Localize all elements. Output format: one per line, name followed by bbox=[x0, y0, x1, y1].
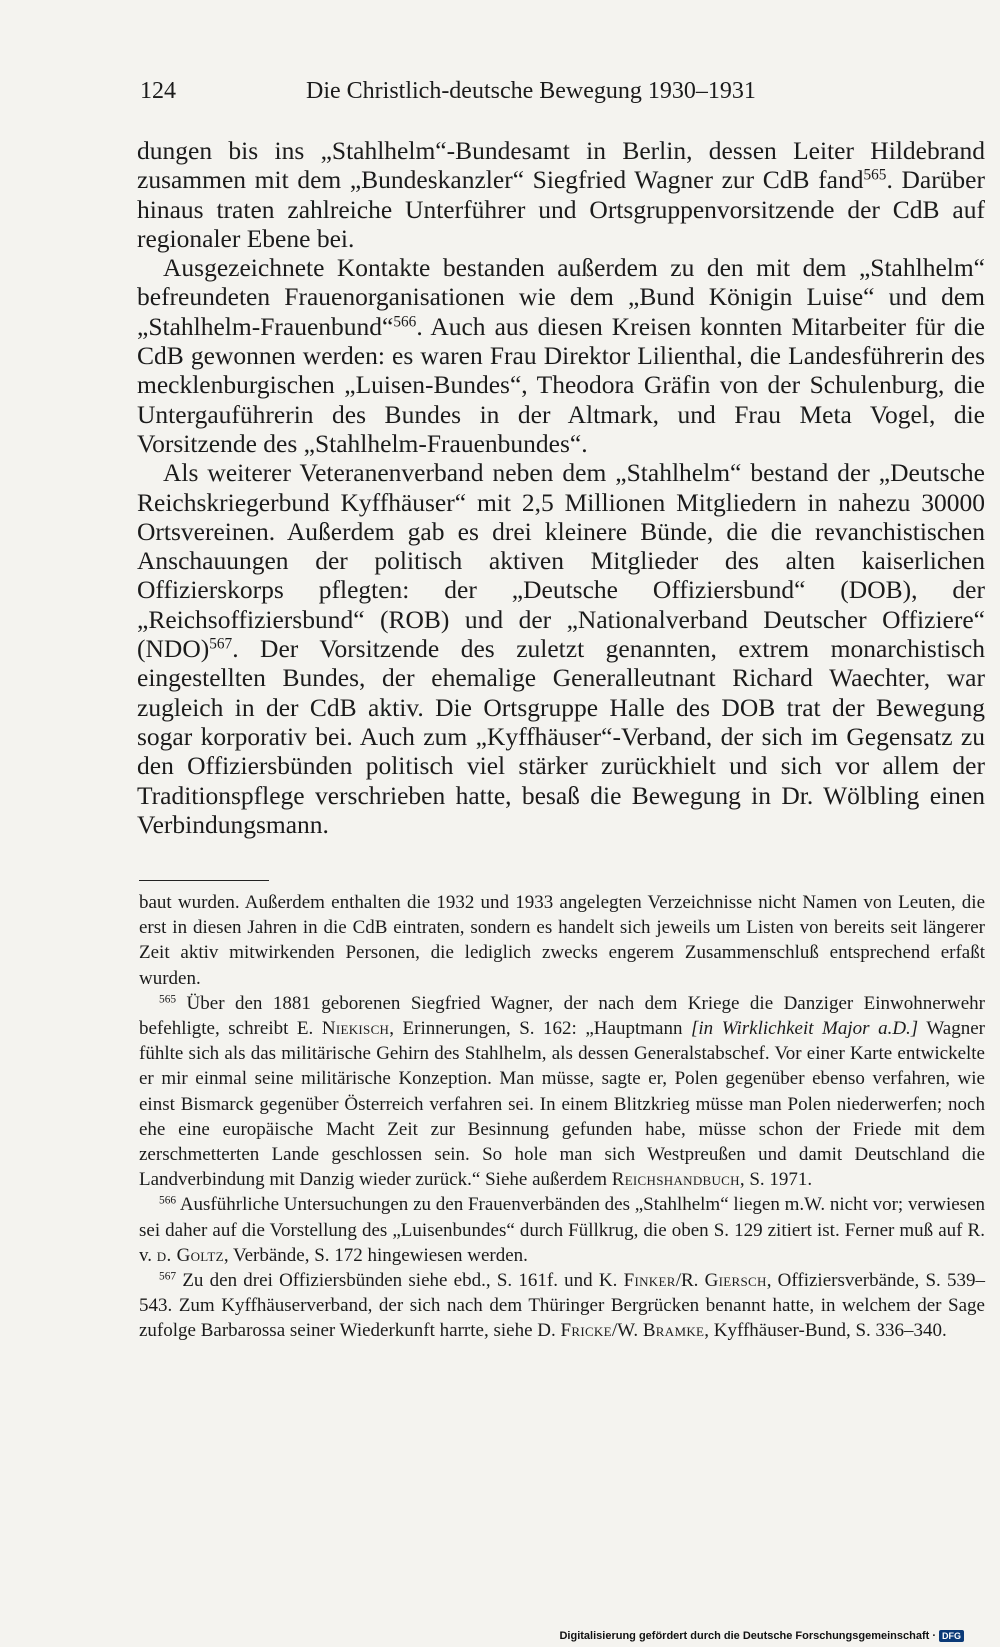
paragraph-text: . Der Vorsitzende des zuletzt genannten, extrem monarchistisch eingestellten Bundes, der ehemalige Generalleutnant Richard Waechter, war zugleich in der CdB aktiv. Die Ortsgruppe Halle des DOB trat der Bewegung sogar korporativ bei. Auch zum „Kyffhäuser“-Verband, der sich im Gegensatz zu den Offiziersbünden politisch viel stärker zurückhielt und sich vor allem der Traditionspflege verschrieben hatte, besaß die Bewegung in Dr. Wölbling einen Verbindungsmann. bbox=[137, 634, 985, 839]
footnote-number: 565 bbox=[159, 993, 177, 1006]
reference-name: Reichshandbuch bbox=[611, 1169, 740, 1191]
footnote-continuation: baut wurden. Außerdem enthalten die 1932 und 1933 angelegten Verzeichnisse nicht Namen von Leuten, die erst in diesen Jahren in die CdB eintraten, sondern es handelt sich jeweils um Listen von bereits seit längerer Zeit aktiv mitwirkenden Personen, die lediglich zwecks engerem Zusammenschluß entsprechend erfaßt wurden. bbox=[139, 892, 985, 989]
footnote-divider bbox=[139, 880, 269, 881]
footnote-text: Zu den drei Offiziersbünden siehe ebd., S. 161f. und K. bbox=[176, 1270, 624, 1292]
footnote-text: , S. 1971. bbox=[739, 1169, 813, 1191]
dfg-logo: DFG bbox=[939, 1630, 964, 1642]
author-name: d. Goltz bbox=[156, 1244, 224, 1266]
footnote-567 bbox=[139, 1268, 985, 1344]
paragraph-text: Als weiterer Veteranenverband neben dem „Stahlhelm“ bestand der „Deutsche Reichskriegerbund Kyffhäuser“ mit 2,5 Millionen Mitgliedern in nahezu 30000 Ortsvereinen. Außerdem gab es drei kleinere Bünde, die die revanchistischen Anschauungen der politisch aktiven Mitglieder des alten kaiserlichen Offizierskorps pflegten: der „Deutsche Offiziersbund“ (DOB), der „Reichsoffiziersbund“ (ROB) und der „Nationalverband Deutscher Offiziere“ (NDO) bbox=[137, 458, 985, 664]
footnote-text: , Erinnerungen, S. 162: „Hauptmann bbox=[389, 1018, 691, 1040]
paragraph-text: . Darüber hinaus traten zahlreiche Unterführer und Ortsgruppenvorsitzende der CdB auf regionaler Ebene bei. bbox=[137, 165, 985, 253]
paragraph-2 bbox=[137, 253, 985, 458]
footnote-text: , Verbände, S. 172 hingewiesen werden. bbox=[223, 1244, 528, 1266]
footnote-566 bbox=[139, 1192, 985, 1268]
footnote-text: Ausführliche Untersuchungen zu den Frauenverbänden des „Stahlhelm“ liegen m.W. nicht vor; verwiesen sei daher auf die Vorstellung des „Luisenbundes“ durch Füllkrug, die oben S. 129 zitiert ist. Ferner muß auf R. v. bbox=[139, 1194, 985, 1266]
footnote-ref-567[interactable]: 567 bbox=[209, 635, 233, 653]
main-text bbox=[137, 136, 985, 839]
paragraph-text: . Auch aus diesen Kreisen konnten Mitarbeiter für die CdB gewonnen werden: es waren Frau Direktor Lilienthal, die Landesführerin des mecklenburgischen „Luisen-Bundes“, Theodora Gräfin von der Schulenburg, die Untergauführerin des Bundes in der Altmark, und Frau Meta Vogel, die Vorsitzende des „Stahlhelm-Frauenbundes“. bbox=[137, 311, 985, 458]
footnote-text: , Offiziersverbände, S. 539–543. Zum Kyffhäuserverband, der sich nach dem Thüringer Bergrücken benannt hatte, in welchem der Sage zufolge Barbarossa seiner Wiederkunft harrte, siehe D. bbox=[139, 1270, 986, 1342]
footnote-ref-566[interactable]: 566 bbox=[393, 313, 417, 331]
running-title: Die Christlich-deutsche Bewegung 1930–1931 bbox=[306, 78, 756, 104]
footnotes bbox=[139, 890, 985, 1344]
footnote-text: , Kyffhäuser-Bund, S. 336–340. bbox=[704, 1320, 947, 1342]
footnote-565 bbox=[139, 991, 985, 1193]
author-name: Fricke bbox=[560, 1320, 612, 1342]
footnote-text: /R. bbox=[675, 1270, 705, 1292]
footnote-text: Über den 1881 geborenen Siegfried Wagner, der nach dem Kriege die Danziger Einwohnerwehr befehligte, schreibt E. bbox=[139, 992, 985, 1040]
footnote-text: Wagner fühlte sich als das militärische Gehirn des Stahlhelm, als dessen Generalstabschef. Vor einer Karte entwickelte er mir einmal seine militärische Konzeption. Man müsse, sagte er, Polen gegenüber ebenso verfahren, wie einst Bismarck gegenüber Österreich verfahren sei. In einem Blitzkrieg müsse man Polen niederwerfen; noch ehe eine europäische Macht Zeit zur Besinnung gefunden habe, müsse schon der Friede mit dem zerschmetterten Lande geschlossen sein. So hole man sich Westpreußen und damit Deutschland die Landverbindung mit Danzig wieder zurück.“ Siehe außerdem bbox=[139, 1018, 985, 1191]
page-number: 124 bbox=[140, 78, 176, 104]
footnote-italic: [in Wirklichkeit Major a.D.] bbox=[691, 1018, 919, 1040]
author-name: Bramke bbox=[642, 1320, 705, 1342]
paragraph-3 bbox=[137, 458, 985, 839]
author-name: Niekisch bbox=[321, 1018, 390, 1040]
footnote-number: 566 bbox=[159, 1195, 177, 1208]
page-header bbox=[140, 76, 790, 106]
credit-text: Digitalisierung gefördert durch die Deutsche Forschungsgemeinschaft · bbox=[559, 1630, 936, 1642]
author-name: Finker bbox=[623, 1270, 676, 1292]
digitization-credit bbox=[559, 1630, 964, 1642]
paragraph-text: Ausgezeichnete Kontakte bestanden außerdem zu den mit dem „Stahlhelm“ befreundeten Frauenorganisationen wie dem „Bund Königin Luise“ und dem „Stahlhelm-Frauenbund“ bbox=[137, 253, 985, 341]
paragraph-text: dungen bis ins „Stahlhelm“-Bundesamt in Berlin, dessen Leiter Hildebrand zusammen mit dem „Bundeskanzler“ Siegfried Wagner zur CdB fand bbox=[137, 136, 985, 195]
paragraph-1 bbox=[137, 136, 985, 253]
footnote-text: /W. bbox=[611, 1320, 643, 1342]
footnote-ref-565[interactable]: 565 bbox=[863, 166, 887, 184]
footnote-number: 567 bbox=[159, 1270, 177, 1283]
author-name: Giersch bbox=[704, 1270, 767, 1292]
